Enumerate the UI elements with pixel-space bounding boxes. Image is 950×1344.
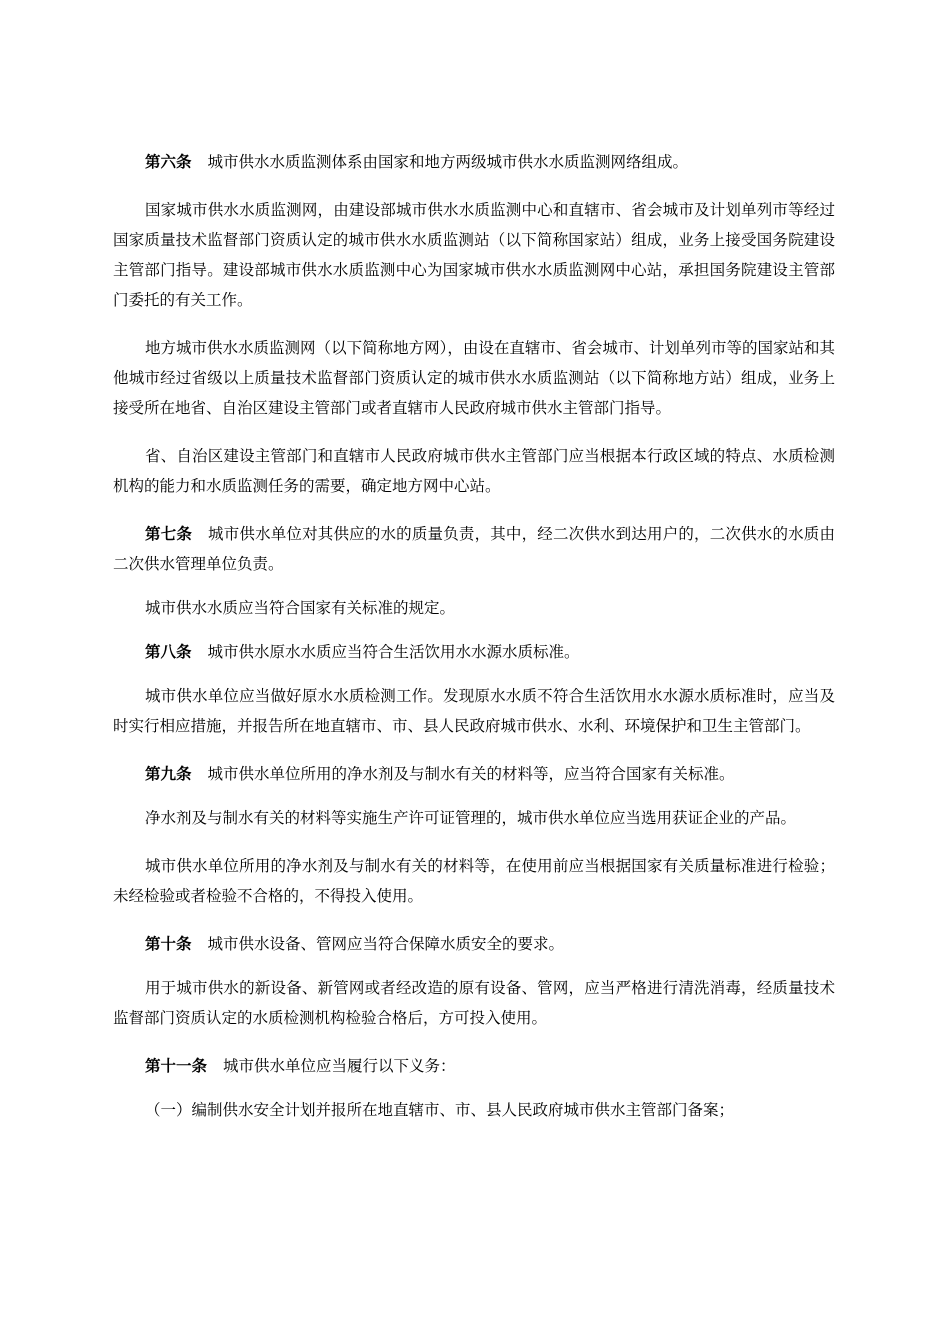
paragraph-text: 净水剂及与制水有关的材料等实施生产许可证管理的，城市供水单位应当选用获证企业的产品。 (145, 809, 797, 827)
paragraph-article-10 (113, 929, 835, 959)
paragraph (113, 441, 835, 501)
document-body (113, 147, 835, 1143)
article-heading: 第八条 (145, 643, 192, 661)
paragraph (113, 195, 835, 315)
paragraph-text: 城市供水水质监测体系由国家和地方两级城市供水水质监测网络组成。 (207, 153, 689, 171)
paragraph (113, 803, 835, 833)
article-heading: 第七条 (145, 525, 193, 543)
paragraph-article-6 (113, 147, 835, 177)
paragraph (113, 333, 835, 423)
paragraph (113, 851, 835, 911)
paragraph-article-7 (113, 519, 835, 579)
paragraph-text: 省、自治区建设主管部门和直辖市人民政府城市供水主管部门应当根据本行政区域的特点、水质检测机构的能力和水质监测任务的需要，确定地方网中心站。 (113, 447, 835, 495)
paragraph (113, 593, 835, 623)
paragraph-text: 城市供水原水水质应当符合生活饮用水水源水质标准。 (207, 643, 580, 661)
paragraph-article-9 (113, 759, 835, 789)
paragraph-text: 城市供水单位应当履行以下义务： (223, 1057, 456, 1075)
paragraph-text: 用于城市供水的新设备、新管网或者经改造的原有设备、管网，应当严格进行清洗消毒，经质量技术监督部门资质认定的水质检测机构检验合格后，方可投入使用。 (113, 979, 835, 1027)
paragraph-text: 城市供水单位应当做好原水水质检测工作。发现原水水质不符合生活饮用水水源水质标准时，应当及时实行相应措施，并报告所在地直辖市、市、县人民政府城市供水、水利、环境保护和卫生主管部门。 (113, 687, 835, 735)
paragraph-text: 城市供水单位对其供应的水的质量负责，其中，经二次供水到达用户的，二次供水的水质由二次供水管理单位负责。 (113, 525, 835, 573)
paragraph-text: （一）编制供水安全计划并报所在地直辖市、市、县人民政府城市供水主管部门备案； (145, 1101, 735, 1119)
paragraph-text: 国家城市供水水质监测网，由建设部城市供水水质监测中心和直辖市、省会城市及计划单列市等经过国家质量技术监督部门资质认定的城市供水水质监测站（以下简称国家站）组成，业务上接受国务院建设主管部门指导。建设部城市供水水质监测中心为国家城市供水水质监测网中心站，承担国务院建设主管部门委托的有关工作。 (113, 201, 835, 309)
paragraph-text: 城市供水单位所用的净水剂及与制水有关的材料等，应当符合国家有关标准。 (207, 765, 735, 783)
article-heading: 第十条 (145, 935, 192, 953)
paragraph-text: 城市供水设备、管网应当符合保障水质安全的要求。 (207, 935, 565, 953)
paragraph-text: 地方城市供水水质监测网（以下简称地方网），由设在直辖市、省会城市、计划单列市等的国家站和其他城市经过省级以上质量技术监督部门资质认定的城市供水水质监测站（以下简称地方站）组成，业务上接受所在地省、自治区建设主管部门或者直辖市人民政府城市供水主管部门指导。 (113, 339, 835, 417)
paragraph-article-11 (113, 1051, 835, 1081)
paragraph-article-8 (113, 637, 835, 667)
article-heading: 第九条 (145, 765, 192, 783)
paragraph-text: 城市供水单位所用的净水剂及与制水有关的材料等，在使用前应当根据国家有关质量标准进行检验；未经检验或者检验不合格的，不得投入使用。 (113, 857, 835, 905)
paragraph (113, 681, 835, 741)
paragraph-text: 城市供水水质应当符合国家有关标准的规定。 (145, 599, 456, 617)
article-heading: 第十一条 (145, 1057, 208, 1075)
paragraph-list-item (113, 1095, 835, 1125)
paragraph (113, 973, 835, 1033)
article-heading: 第六条 (145, 153, 192, 171)
